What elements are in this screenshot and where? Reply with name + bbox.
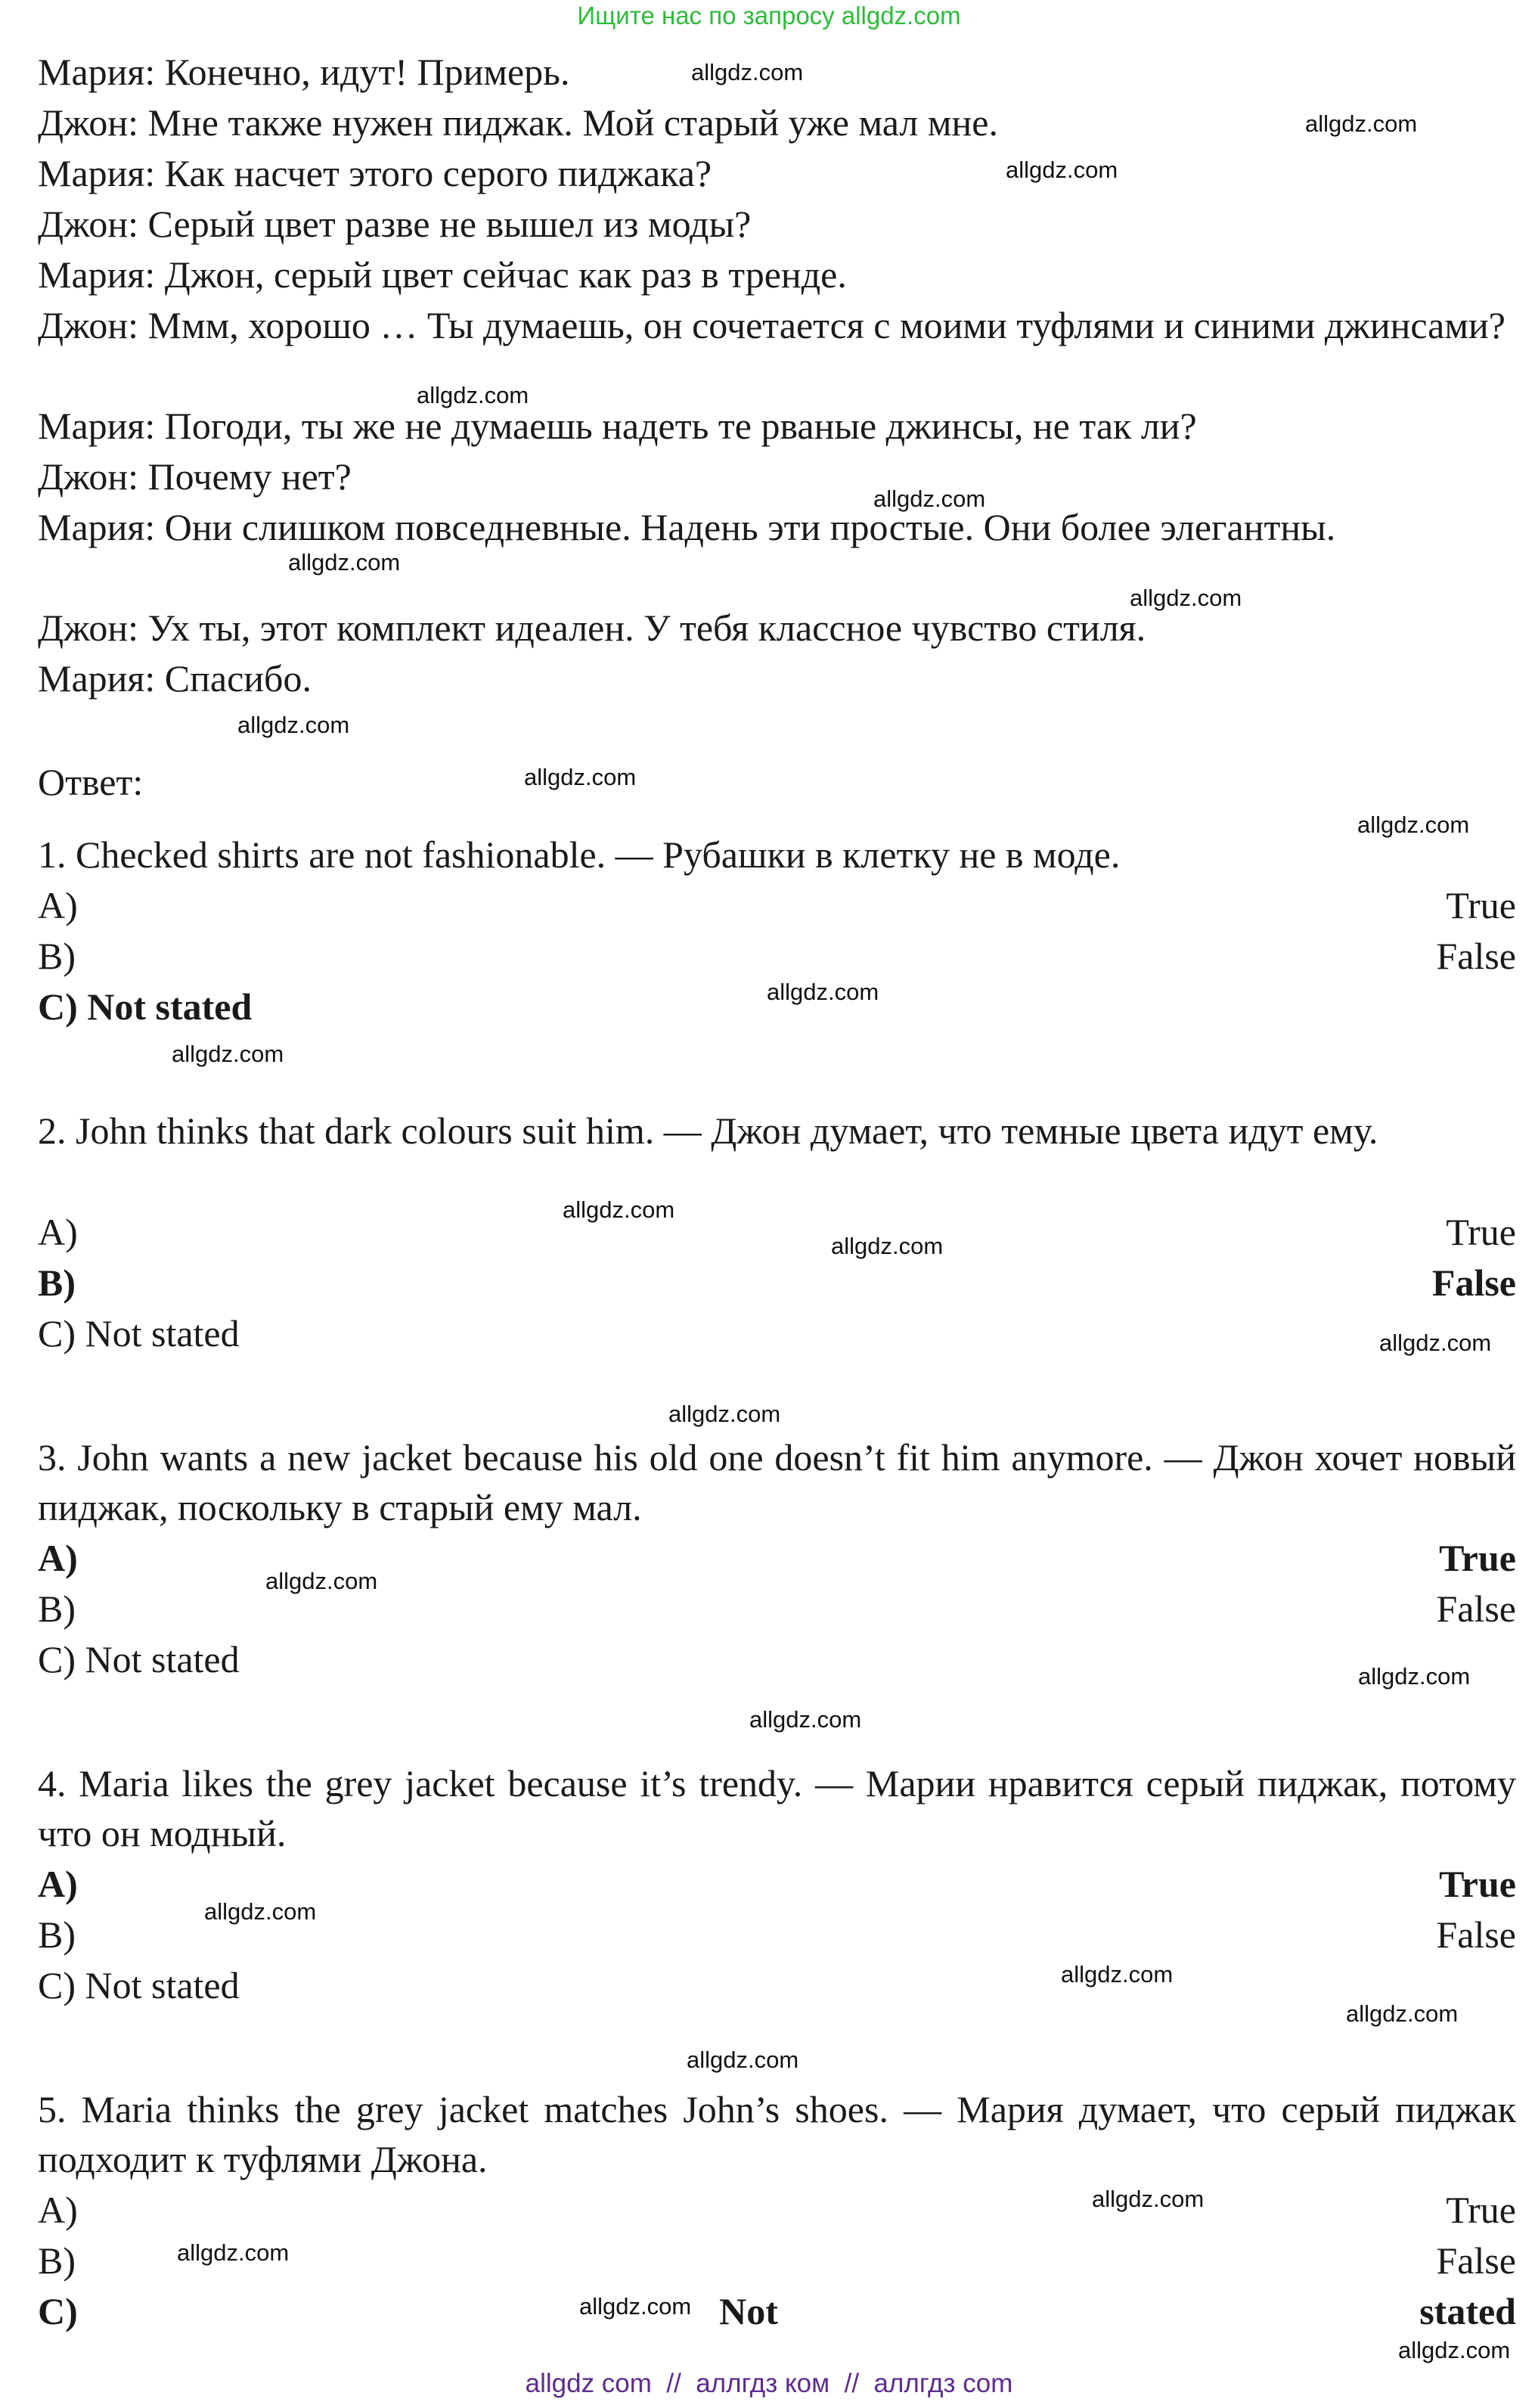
question-text: 1. Checked shirts are not fashionable. — Рубашки в клетку не в моде. <box>38 833 1121 876</box>
watermark: allgdz.com <box>749 1706 862 1733</box>
option-letter: C) <box>38 2290 78 2332</box>
dialogue-line: Мария: Джон, серый цвет сейчас как раз в тренде. <box>38 253 847 296</box>
option-letter: B) <box>38 2239 76 2282</box>
option-letter: A) <box>38 1537 78 1579</box>
option-value: False <box>1436 935 1516 977</box>
option-a-selected <box>38 1533 1516 1583</box>
watermark: allgdz.com <box>579 2293 692 2320</box>
watermark: allgdz.com <box>417 382 529 408</box>
option-value: True <box>1446 884 1516 926</box>
dialogue-line: Мария: Конечно, идут! Примерь. <box>38 51 570 93</box>
watermark: allgdz.com <box>873 486 986 512</box>
watermark: allgdz.com <box>668 1401 781 1427</box>
dialogue-line: Джон: Почему нет? <box>38 455 352 498</box>
watermark: allgdz.com <box>767 979 879 1005</box>
option-value: False <box>1436 1913 1516 1956</box>
question-text: 3. John wants a new jacket because his old one doesn’t fit him anymore. — Джон хочет новый пиджак, поскольку в старый ему мал. <box>38 1436 1516 1528</box>
option-a <box>38 2185 1516 2235</box>
dialogue-line: Джон: Серый цвет разве не вышел из моды? <box>38 203 752 245</box>
watermark: allgdz.com <box>1092 2186 1205 2212</box>
option-label: C) Not stated <box>38 1312 240 1354</box>
question-text: 5. Maria thinks the grey jacket matches John’s shoes. — Мария думает, что серый пиджак подходит к туфлями Джона. <box>38 2088 1516 2180</box>
watermark: allgdz.com <box>1379 1330 1492 1356</box>
option-letter: A) <box>38 1211 78 1253</box>
watermark: allgdz.com <box>1305 110 1418 137</box>
watermark: allgdz.com <box>237 712 350 738</box>
top-banner[interactable]: Ищите нас по запросу allgdz.com <box>577 2 961 29</box>
watermark: allgdz.com <box>172 1041 284 1067</box>
option-a <box>38 1207 1516 1257</box>
option-value: True <box>1439 1863 1516 1905</box>
option-value: True <box>1446 2189 1516 2231</box>
option-a <box>38 880 1516 930</box>
option-c <box>38 1634 1516 1684</box>
option-c <box>38 1960 1516 2010</box>
option-b-selected <box>38 1258 1516 1308</box>
watermark: allgdz.com <box>288 549 401 576</box>
option-value: stated <box>1419 2290 1516 2332</box>
option-letter: B) <box>38 935 76 977</box>
option-letter: A) <box>38 884 78 926</box>
option-c <box>38 1308 1516 1358</box>
watermark: allgdz.com <box>1006 157 1118 183</box>
dialogue-line: Мария: Погоди, ты же не думаешь надеть те рваные джинсы, не так ли? <box>38 405 1197 447</box>
option-value: False <box>1436 1587 1516 1630</box>
question-text: 2. John thinks that dark colours suit him. — Джон думает, что темные цвета идут ему. <box>38 1109 1378 1152</box>
watermark: allgdz.com <box>831 1233 944 1259</box>
option-value: True <box>1446 1211 1516 1253</box>
watermark: allgdz.com <box>1398 2337 1511 2363</box>
watermark: allgdz.com <box>687 2046 799 2073</box>
watermark: allgdz.com <box>265 1568 378 1594</box>
dialogue-line: Джон: Ммм, хорошо … Ты думаешь, он сочетается с моими туфлями и синими джинсами? <box>38 304 1505 346</box>
option-value: True <box>1439 1537 1516 1579</box>
watermark: allgdz.com <box>691 59 804 85</box>
option-value: False <box>1436 2239 1516 2282</box>
watermark: allgdz.com <box>1357 811 1470 838</box>
option-c-selected <box>38 2286 1516 2336</box>
option-label: C) Not stated <box>38 1638 240 1680</box>
dialogue-line: Джон: Ух ты, этот комплект идеален. У тебя классное чувство стиля. <box>38 607 1146 649</box>
option-b <box>38 1584 1516 1634</box>
dialogue-line: Джон: Мне также нужен пиджак. Мой старый уже мал мне. <box>38 101 998 144</box>
watermark: allgdz.com <box>563 1196 675 1223</box>
watermark: allgdz.com <box>1346 2000 1459 2027</box>
watermark: allgdz.com <box>1358 1663 1471 1690</box>
option-letter: A) <box>38 2189 78 2231</box>
option-mid: Not <box>719 2290 778 2332</box>
footer-links[interactable]: allgdz com // аллгдз ком // аллгдз com <box>525 2369 1013 2398</box>
question-text: 4. Maria likes the grey jacket because it’s trendy. — Марии нравится серый пиджак, потому что он модный. <box>38 1762 1516 1854</box>
watermark: allgdz.com <box>1130 585 1242 611</box>
option-b <box>38 931 1516 981</box>
watermark: allgdz.com <box>204 1898 317 1925</box>
option-value: False <box>1431 1261 1516 1304</box>
option-label: C) Not stated <box>38 1964 240 2006</box>
dialogue-line: Мария: Спасибо. <box>38 657 312 700</box>
dialogue-line: Мария: Они слишком повседневные. Надень эти простые. Они более элегантны. <box>38 506 1336 548</box>
option-letter: B) <box>38 1587 76 1630</box>
option-label: C) Not stated <box>38 985 253 1028</box>
watermark: allgdz.com <box>524 764 637 790</box>
option-letter: A) <box>38 1863 78 1905</box>
answer-label: Ответ: <box>38 761 144 803</box>
dialogue-line: Мария: Как насчет этого серого пиджака? <box>38 152 712 194</box>
watermark: allgdz.com <box>1061 1961 1174 1988</box>
watermark: allgdz.com <box>177 2239 290 2266</box>
option-letter: B) <box>38 1261 76 1304</box>
option-letter: B) <box>38 1913 76 1956</box>
